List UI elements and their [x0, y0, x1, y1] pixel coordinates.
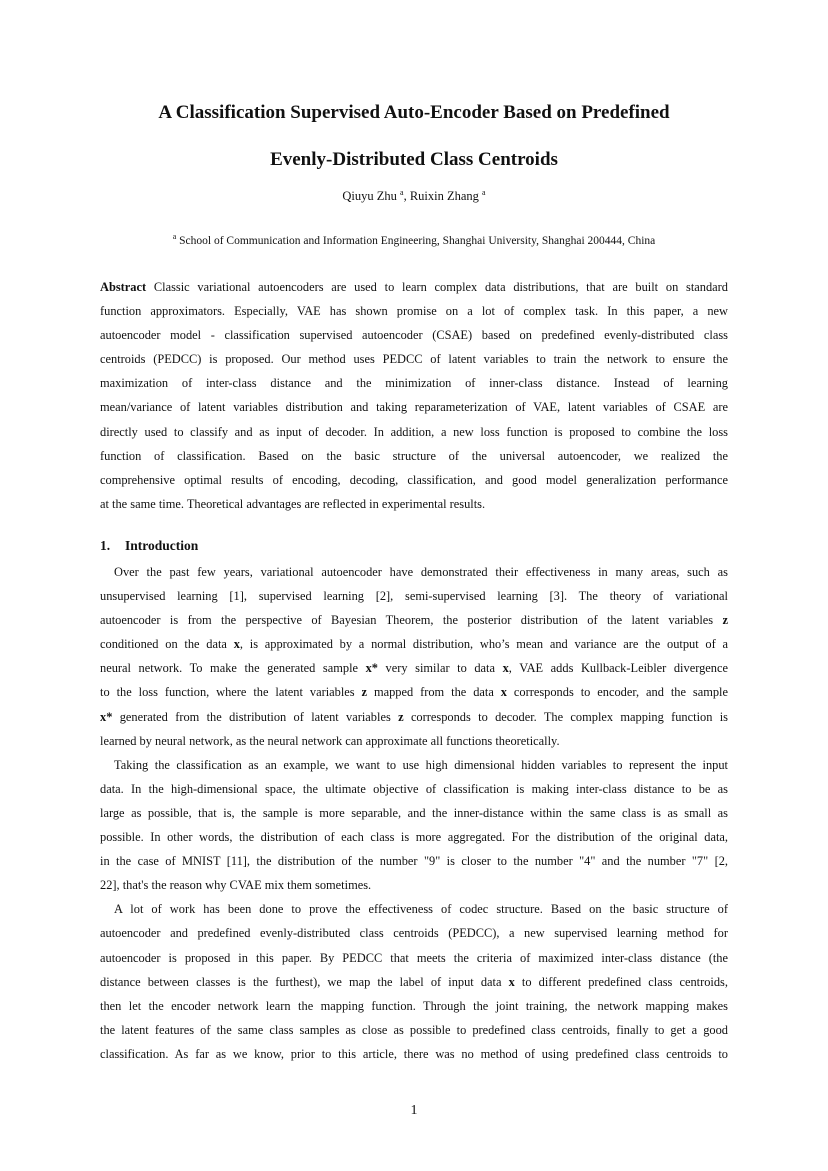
text-run: data. In the high-dimensional space, the ultimate objective of classification is making inter-class distance to be as: [100, 781, 728, 796]
math-variable: x*: [100, 709, 113, 724]
affiliation-marker: a: [172, 232, 177, 242]
text-run: Taking the classification as an example, we want to use high dimensional hidden variables to represent the input: [114, 757, 728, 772]
text-run: 22], that's the reason why CVAE mix them sometimes.: [100, 878, 372, 893]
text-run: large as possible, that is, the sample is more separable, and the inner-distance within the same class is as small as: [100, 805, 728, 820]
math-variable: x: [233, 637, 240, 652]
abstract-text: comprehensive optimal results of encoding, decoding, classification, and good model generalization performance: [100, 472, 728, 487]
abstract-line: [100, 371, 728, 395]
affiliation-marker: a: [482, 187, 486, 197]
text-run: , VAE adds Kullback-Leibler divergence: [508, 661, 728, 676]
text-run: in the case of MNIST [11], the distribution of the number "9" is closer to the number "4" and the number "7" [2,: [100, 854, 728, 869]
math-variable: z: [361, 685, 368, 700]
affiliation-marker: a: [400, 187, 404, 197]
introduction-body: [100, 560, 728, 1066]
text-run: , is approximated by a normal distribution, who’s mean and variance are the output of a: [239, 637, 728, 652]
paragraph-line: [100, 825, 728, 849]
paragraph-line: [100, 753, 728, 777]
affiliation: [0, 233, 828, 249]
paragraph-line: [100, 897, 728, 921]
abstract-text: at the same time. Theoretical advantages are reflected in experimental results.: [100, 496, 486, 511]
author-list: [0, 188, 828, 204]
paragraph-line: [100, 656, 728, 680]
paragraph-line: [100, 970, 728, 994]
math-variable: x: [508, 974, 515, 989]
paragraph-line: [100, 994, 728, 1018]
abstract-label: Abstract: [100, 280, 147, 294]
paper-title-line-2: Evenly-Distributed Class Centroids: [270, 149, 558, 170]
math-variable: z: [722, 613, 728, 628]
text-run: generated from the distribution of latent variables: [112, 709, 399, 724]
abstract: [100, 275, 728, 516]
text-run: autoencoder is from the perspective of Bayesian Theorem, the posterior distribution of the latent variables: [100, 613, 723, 628]
paragraph-line: [100, 680, 728, 704]
math-variable: x: [502, 661, 509, 676]
text-run: to different predefined class centroids,: [514, 974, 728, 989]
paragraph-line: [100, 849, 728, 873]
text-run: corresponds to encoder, and the sample: [506, 685, 728, 700]
section-heading: [100, 537, 198, 555]
paragraph-line: [100, 705, 728, 729]
text-run: classification. As far as we know, prior to this article, there was no method of using predefined class centroids to: [100, 1046, 728, 1061]
abstract-line: [100, 323, 728, 347]
section-number: 1.: [100, 538, 111, 553]
author-name: Ruixin Zhang: [409, 189, 479, 203]
abstract-line: [100, 444, 728, 468]
author-separator: ,: [403, 189, 410, 203]
text-run: corresponds to decoder. The complex mapping function is: [403, 709, 728, 724]
text-run: learned by neural network, as the neural network can approximate all functions theoretically.: [100, 733, 560, 748]
text-run: unsupervised learning [1], supervised learning [2], semi-supervised learning [3]. The theory of variational: [100, 589, 728, 604]
text-run: Over the past few years, variational autoencoder have demonstrated their effectiveness in many areas, such as: [114, 565, 728, 579]
page-number: 1: [410, 1103, 418, 1118]
text-run: very similar to data: [377, 661, 503, 676]
paragraph-line: [100, 777, 728, 801]
text-run: distance between classes is the furthest), we map the label of input data: [100, 974, 509, 989]
paragraph-line: [100, 873, 728, 897]
abstract-line: [100, 299, 728, 323]
abstract-line: [100, 468, 728, 492]
text-run: possible. In other words, the distribution of each class is more aggregated. For the distribution of the original data,: [100, 830, 728, 845]
abstract-text: Classic variational autoencoders are used to learn complex data distributions, that are built on standard: [146, 280, 728, 294]
abstract-text: centroids (PEDCC) is proposed. Our method uses PEDCC of latent variables to train the network to ensure the: [100, 352, 728, 367]
abstract-text: function approximators. Especially, VAE has shown promise on a lot of complex task. In this paper, a new: [100, 304, 728, 319]
abstract-line: [100, 275, 728, 299]
abstract-line: [100, 492, 728, 516]
abstract-line: [100, 420, 728, 444]
text-run: conditioned on the data: [100, 637, 234, 652]
paragraph-line: [100, 560, 728, 584]
text-run: the latent features of the same class samples as close as possible to predefined class centroids, finally to get a good: [100, 1022, 728, 1037]
text-run: then let the encoder network learn the mapping function. Through the joint training, the network mapping makes: [100, 998, 728, 1013]
text-run: A lot of work has been done to prove the effectiveness of codec structure. Based on the basic structure of: [114, 902, 728, 917]
section-title: Introduction: [125, 538, 199, 553]
text-run: mapped from the data: [367, 685, 501, 700]
text-run: to the loss function, where the latent variables: [100, 685, 362, 700]
affiliation-text: School of Communication and Information Engineering, Shanghai University, Shanghai 200444, China: [176, 235, 656, 247]
paragraph-line: [100, 632, 728, 656]
author-name: Qiuyu Zhu: [342, 189, 397, 203]
paragraph-line: [100, 801, 728, 825]
paper-title-line-1: A Classification Supervised Auto-Encoder Based on Predefined: [158, 102, 670, 123]
paragraph-line: [100, 584, 728, 608]
abstract-text: maximization of inter-class distance and the minimization of inner-class distance. Instead of learning: [100, 376, 728, 391]
abstract-text: directly used to classify and as input of decoder. In addition, a new loss function is proposed to combine the loss: [100, 424, 728, 439]
math-variable: x*: [365, 661, 378, 676]
abstract-line: [100, 347, 728, 371]
paragraph-line: [100, 1018, 728, 1042]
text-run: autoencoder is proposed in this paper. By PEDCC that meets the criteria of maximized inter-class distance (the: [100, 950, 728, 965]
paragraph-line: [100, 608, 728, 632]
text-run: neural network. To make the generated sample: [100, 661, 366, 676]
text-run: autoencoder and predefined evenly-distributed class centroids (PEDCC), a new supervised learning method for: [100, 926, 728, 941]
abstract-text: autoencoder model - classification supervised autoencoder (CSAE) based on predefined evenly-distributed class: [100, 328, 728, 343]
abstract-line: [100, 395, 728, 419]
paragraph-line: [100, 1042, 728, 1066]
math-variable: z: [398, 709, 404, 724]
abstract-text: function of classification. Based on the basic structure of the universal autoencoder, we realized the: [100, 448, 728, 463]
paragraph-line: [100, 921, 728, 945]
abstract-text: mean/variance of latent variables distribution and taking reparameterization of VAE, latent variables of CSAE are: [100, 400, 728, 415]
paragraph-line: [100, 729, 728, 753]
paragraph-line: [100, 946, 728, 970]
math-variable: x: [500, 685, 507, 700]
